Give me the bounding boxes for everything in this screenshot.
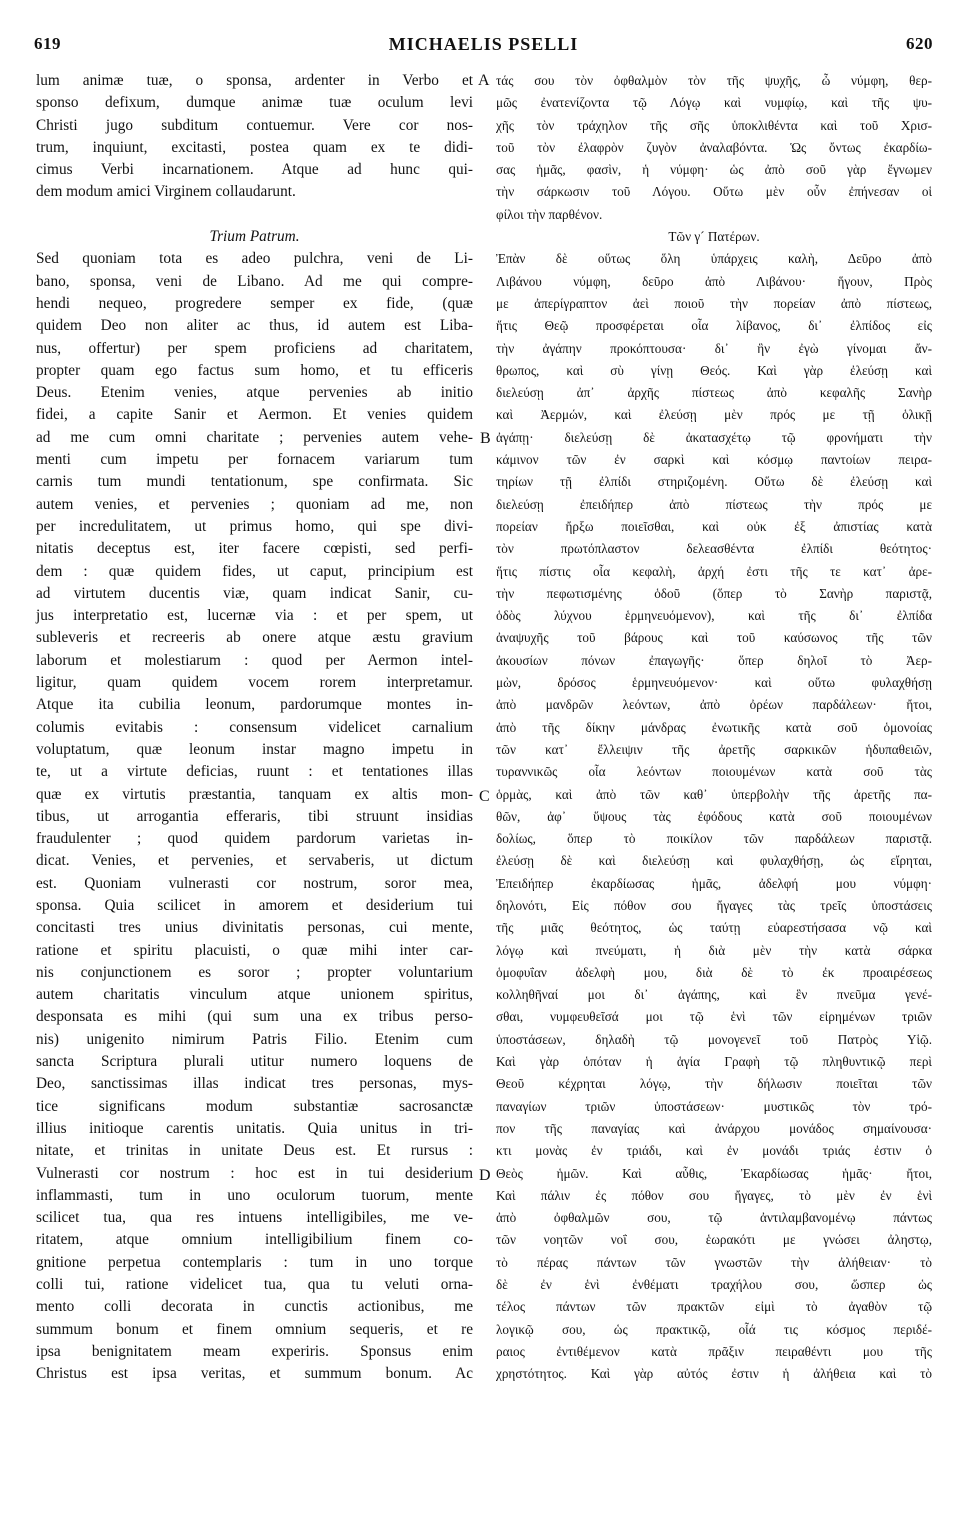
- greek-text-line: κτι μονὰς ἐν τριάδι, καὶ ἐν μονάδι τριάς ἐστιν ὁ: [496, 1143, 932, 1159]
- latin-text-line: fraudulenter ; quod quidem pardorum varietas in-: [36, 830, 473, 848]
- greek-column: [496, 70, 932, 1386]
- greek-text-line: ἀπὸ μανδρῶν λεόντων, ἀπὸ ὀρέων παρδάλεων· ἤτοι,: [496, 697, 932, 713]
- latin-text-line: Deus. Etenim venies, atque pervenies ab initio: [36, 384, 473, 402]
- greek-text-line: τῆς μιᾶς θεότητος, ὡς ταύτῃ εὐαρεστήσασα νῷ καὶ: [496, 920, 932, 936]
- latin-text-line: sponsa. Quia scilicet in amorem et desiderium tui: [36, 896, 473, 914]
- greek-text-line: δολίως, ὅπερ τὸ ποικίλον τῶν παρδάλεων παριστᾷ.: [496, 831, 932, 847]
- greek-text-line: ἀπὸ τῆς δίκην μάνδρας ἐνωτικῆς κατὰ σοῦ ὁμονοίας: [496, 719, 932, 735]
- greek-text-line: Ἐπὰν δὲ οὕτως ὅλη ὑπάρχεις καλὴ, Δεῦρο ἀπὸ: [496, 251, 932, 267]
- greek-text-line: ὁμοφυΐαν ἀδελφὴ μου, διὰ δὲ τὸ ἐκ προαιρέσεως: [496, 964, 932, 980]
- greek-text-line: Θεὸς ἡμῶν. Καὶ αὖθις, Ἐκαρδίωσας ἡμᾶς· ἤτοι,: [496, 1165, 932, 1181]
- greek-text-line: φίλοι τὴν παρθένον.: [496, 206, 603, 222]
- greek-text-line: ὁδὸς λύχνου ἑρμηνευόμενον), καὶ τῆς δι᾿ ἐλπίδα: [496, 608, 932, 624]
- latin-text-line: gnitione perpetua contemplaris : tum in uno torque: [36, 1253, 473, 1271]
- greek-text-line: σας ἡμᾶς, φασὶν, ἡ νύμφη· ὡς ἀπὸ σοῦ γὰρ ἔγνωμεν: [496, 162, 932, 178]
- greek-text-line: θρωπος, καὶ σὺ γίνῃ Θεός. Καὶ γὰρ ἐλεύσῃ καὶ: [496, 362, 932, 378]
- latin-text-line: dicat. Venies, et pervenies, et servaberis, ut dictum: [36, 852, 473, 870]
- greek-text-line: κολληθῆναί μοι δι᾿ ἀγάπης, καὶ ἓν πνεῦμα γενέ-: [496, 987, 932, 1003]
- latin-text-line: mento colli decorata in cunctis actionibus, me: [36, 1298, 473, 1316]
- latin-column: [36, 70, 473, 1386]
- latin-text-line: trum, inquiunt, excitasti, postea quam ex te didi-: [36, 138, 473, 156]
- latin-text-line: fidei, a capite Sanir et Aermon. Et venies quidem: [36, 406, 473, 424]
- greek-text-line: χῆς τὸν τράχηλον τῆς σῆς ὑποκλιθέντα καὶ τοῦ Χρισ-: [496, 117, 932, 133]
- left-page-number: 619: [34, 34, 61, 53]
- latin-text-line: ad virtutem ducentis viæ, quam indicat Sanir, cu-: [36, 584, 473, 602]
- latin-text-line: illius initioque carentis unitatis. Quia unitus in tri-: [36, 1119, 473, 1137]
- greek-text-line: Λιβάνου νύμφη, δεῦρο ἀπὸ Λιβάνου· ἥγουν, Πρὸς: [496, 273, 932, 289]
- latin-text-line: carnis tum mundi tentationum, spe confirmata. Sic: [36, 473, 473, 491]
- latin-text-line: voluptatum, quæ leonum instar magno impetu in: [36, 740, 473, 758]
- latin-text-line: tibus, ut arrogantia efferaris, tibi struunt insidias: [36, 807, 473, 825]
- greek-text-line: λόγῳ καὶ πνεύματι, ἡ διὰ μὲν τὴν κατὰ σάρκα: [496, 942, 932, 958]
- greek-text-line: σθαι, νυμφευθεῖσά μοι τῷ ἑνὶ τῶν εἰρημένων τριῶν: [496, 1009, 932, 1025]
- latin-text-line: autem venies, et pervenies ; quoniam ad me, non: [36, 495, 473, 513]
- greek-text-line: χρηστότητος. Καὶ γὰρ αὐτός ἐστιν ἡ ἀλήθεια καὶ τὸ: [496, 1366, 932, 1382]
- greek-text-line: τὴν σάρκωσιν τοῦ Λόγου. Οὕτω μὲν οὖν ἐπήνεσαν οἱ: [496, 184, 932, 200]
- greek-text-line: ἀγάπῃ· διελεύσῃ δὲ ἀκατασχέτῳ τῷ φρονήματι τὴν: [496, 429, 932, 445]
- latin-text-line: laborum et molestiarum : quod per Aermon intel-: [36, 651, 473, 669]
- greek-text-line: Θεοῦ κέχρηται λόγῳ, τὴν δήλωσιν ποιεῖται τῶν: [496, 1076, 932, 1092]
- latin-text-line: cimus Verbi incarnationem. Atque ad hunc qui-: [36, 161, 473, 179]
- greek-text-line: τέλος πάντων τῶν πρακτῶν εἰμὶ τὸ ἀγαθὸν τῷ: [496, 1299, 932, 1315]
- margin-marker: C: [479, 788, 490, 805]
- greek-text-line: ὑποστάσεων, δηλαδὴ τῷ μονογενεῖ τοῦ Πατρὸς Υἱῷ.: [496, 1031, 932, 1047]
- greek-text-line: με ἀπερίγραπτον ἀεὶ ποιοῦ τὴν πορείαν ἀπὸ πίστεως,: [496, 295, 932, 311]
- latin-text-line: bano, sponsa, veni de Libano. Ad me qui compre-: [36, 272, 473, 290]
- greek-text-line: διελεύσῃ ἐπειδήπερ ἀπὸ πίστεως τὴν πρός με: [496, 496, 932, 512]
- latin-text-line: sponso defixum, dumque animæ tuæ oculum levi: [36, 94, 473, 112]
- greek-text-line: τὴν ἀγάπην προκόπτουσα· δι᾿ ἣν ἐγὼ γίνομαι ἄν-: [496, 340, 932, 356]
- latin-text-line: ad me cum omni charitate ; pervenies autem vehe-: [36, 428, 473, 446]
- latin-text-line: ipsa benignitatem meam experiris. Sponsus enim: [36, 1342, 473, 1360]
- latin-text-line: Christi jugo subditum contuemur. Vere cor nos-: [36, 116, 473, 134]
- margin-marker: B: [480, 430, 491, 447]
- latin-text-line: nitate, et trinitas in unitate Deus est. Et rursus :: [36, 1142, 473, 1160]
- latin-text-line: Sed quoniam tota es adeo pulchra, veni de Li-: [36, 250, 473, 268]
- greek-text-line: τάς σου τὸν ὀφθαλμὸν τὸν τῆς ψυχῆς, ὦ νύμφη, θερ-: [496, 73, 932, 88]
- latin-text-line: scilicet tua, qua res intuens intelligibiles, me ve-: [36, 1209, 473, 1227]
- latin-text-line: ritatem, atque omnium intelligibilium finem co-: [36, 1231, 473, 1249]
- latin-text-line: [36, 204, 473, 226]
- latin-text-line: concitasti tres unius divinitatis personas, cui mente,: [36, 919, 473, 937]
- greek-text-line: ραιος ἐντιθέμενον κατὰ πρᾶξιν πειραθέντι μου τῆς: [496, 1343, 932, 1359]
- latin-text-line: Christus est ipsa veritas, et summum bonum. Ac: [36, 1365, 473, 1383]
- greek-text-line: θῶν, ἀφ᾿ ὕψους τὰς ἐφόδους κατὰ σοῦ ποιουμένων: [496, 808, 932, 824]
- latin-text-line: inflammasti, tum in uno oculorum tuorum, mente: [36, 1186, 473, 1204]
- latin-text-line: per incredulitatem, ut primus homo, qui spe divi-: [36, 517, 473, 535]
- greek-text-line: ἀναψυχῆς τοῦ βάρους καὶ τοῦ καύσωνος τῆς τῶν: [496, 630, 932, 646]
- greek-section-heading: Τῶν γ´ Πατέρων.: [668, 229, 760, 245]
- running-title: MICHAELIS PSELLI: [388, 34, 579, 54]
- greek-text-line: τυραννικῶς οἷα λεόντων ποιουμένων κατὰ σοῦ τὰς: [496, 764, 932, 780]
- latin-text-line: columis evitabis : consensum videlicet carnalium: [36, 718, 473, 736]
- latin-text-line: dem : quæ quidem fides, ut caput, principium est: [36, 562, 473, 580]
- greek-text-line: κάμινον τῶν ἐν σαρκὶ καὶ κόσμῳ παντοίων πειρα-: [496, 452, 932, 468]
- greek-text-line: ἀκουσίων πόνων ἐπαγωγῆς· ὅπερ δηλοῖ τὸ Ἀερ-: [496, 652, 932, 668]
- greek-text-line: τὴν πεφωτισμένης ὁδοῦ (ὅπερ τὸ Σανὴρ παριστᾷ,: [496, 585, 932, 601]
- latin-text-line: Deo, sanctissimas illas indicat tres personas, mys-: [36, 1075, 473, 1093]
- greek-text-line: ἥτις πίστις οἷα κεφαλὴ, ἀρχή ἐστι τῆς τε κατ᾿ ἀρε-: [496, 563, 932, 579]
- greek-text-line: πον τῆς παναγίας καὶ ἀνάρχου μονάδος σημαίνουσα·: [496, 1120, 932, 1136]
- margin-marker: D: [479, 1167, 491, 1184]
- greek-text-line: τῶν νοητῶν νοΐ σου, ἑωρακότι με γνώσει ἀληστῳ,: [496, 1232, 932, 1248]
- latin-text-line: te, ut a virtute deficias, ruunt : et tentationes illas: [36, 763, 473, 781]
- greek-text-line: τοῦ τὸν ἐλαφρὸν ζυγὸν ἀναλαβόντα. Ὡς ὄντως ἐκαρδίω-: [496, 139, 932, 155]
- greek-text-line: καὶ Ἀερμών, καὶ ἐλεύσῃ μὲν πρός με τῇ ὁλικῇ: [496, 407, 932, 423]
- greek-text-line: ἀπὸ ὀφθαλμῶν σου, τῷ ἀντιλαμβανομένῳ πάντως: [496, 1210, 932, 1226]
- latin-text-line: Vulnerasti cor nostrum : hoc est in tui desiderium: [36, 1164, 473, 1182]
- latin-text-line: propter quam ego factus sum homo, et tu efficeris: [36, 361, 473, 379]
- greek-text-line: ἥτις Θεῷ προσφέρεται οἷα λίβανος, δι᾿ ἐλπίδος εἰς: [496, 318, 932, 334]
- greek-text-line: Καὶ πάλιν ἐς πόθον σου ἤγαγες, τὸ μὲν ἐν ἑνὶ: [496, 1187, 932, 1203]
- latin-text-line: ligitur, quam quidem vocem rorem interpretamur.: [36, 674, 473, 692]
- right-page-number: 620: [906, 34, 933, 53]
- latin-text-line: hendi nequeo, progredere semper ex fide, (quæ: [36, 294, 473, 312]
- latin-text-line: quidem Deo non aliter ac thus, id autem est Liba-: [36, 317, 473, 335]
- latin-text-line: nis) unigenito nimirum Patris Filio. Etenim cum: [36, 1030, 473, 1048]
- greek-text-line: τηρίων τῇ ἐλπίδι στηριζομένη. Οὕτω δὲ ἐλεύσῃ καὶ: [496, 474, 932, 490]
- greek-text-line: παναγίων τριῶν ὑποστάσεων· μυστικῶς τὸν τρό-: [496, 1098, 932, 1114]
- greek-text-line: ἐλεύσῃ δὲ καὶ διελεύσῃ καὶ φυλαχθήσῃ, ὡς εἴρηται,: [496, 853, 932, 869]
- greek-text-line: πορείαν ἤρξω ποιεῖσθαι, καὶ οὐκ ἐξ ἀπιστίας κατὰ: [496, 518, 932, 534]
- latin-section-heading: Trium Patrum.: [209, 228, 300, 246]
- latin-text-line: lum animæ tuæ, o sponsa, ardenter in Verbo et: [36, 72, 473, 89]
- greek-text-line: Καὶ γὰρ ὁπόταν ἡ ἁγία Γραφὴ τῷ πληθυντικῷ περὶ: [496, 1054, 932, 1070]
- latin-text-line: menti cum impetu per fornacem variarum tum: [36, 451, 473, 469]
- greek-text-line: τῶν κατ᾿ ἔλλειψιν τῆς ἀρετῆς σαρκικῶν ἡδυπαθειῶν,: [496, 741, 932, 757]
- latin-text-line: quæ ex virtutis præstantia, tanquam ex altis mon-: [36, 785, 473, 803]
- latin-text-line: est. Quoniam vulnerasti cor nostrum, soror mea,: [36, 874, 473, 892]
- latin-text-line: ratione et spiritu placuisti, o quæ mihi inter car-: [36, 941, 473, 959]
- greek-text-line: λογικῷ σου, ὡς πρακτικῷ, οἷά τις κόσμος περιδέ-: [496, 1321, 932, 1337]
- greek-text-line: δηλονότι, Εἰς πόθον σου ἤγαγες τὰς τρεῖς ὑποστάσεις: [496, 897, 932, 913]
- greek-text-line: Ἐπειδήπερ ἐκαρδίωσας ἡμᾶς, ἀδελφή μου νύμφη·: [496, 875, 932, 891]
- greek-text-line: μὼν, δρόσος ἑρμηνευόμενον· καὶ οὕτω φυλαχθήσῃ: [496, 675, 932, 691]
- greek-text-line: διελεύσῃ ἀπ᾿ ἀρχῆς πίστεως ἀπὸ κεφαλῆς Σανὴρ: [496, 385, 932, 401]
- greek-text-line: δὲ ἐν ἑνὶ ἐνθέματι τραχήλου σου, ὥσπερ ὡς: [496, 1277, 932, 1293]
- margin-marker: A: [478, 72, 490, 89]
- greek-text-line: τὸ πέρας πάντων τῶν γνωστῶν τὴν ἀλήθειαν· τὸ: [496, 1254, 932, 1270]
- page-header: [34, 34, 933, 56]
- latin-text-line: dem modum amici Virginem collaudarunt.: [36, 183, 296, 201]
- latin-text-line: jus interpretatio est, lucernæ via : et per spem, ut: [36, 607, 473, 625]
- latin-text-line: desponsata es mihi (qui sum una ex tribus perso-: [36, 1008, 473, 1026]
- latin-text-line: subleveris et recreeris ab onere atque æstu gravium: [36, 629, 473, 647]
- latin-text-line: summum bonum et finem omnium sequeris, et re: [36, 1320, 473, 1338]
- latin-text-line: nitatis deceptus est, iter facere cœpisti, sed perfi-: [36, 540, 473, 558]
- latin-text-line: nus, offertur) per spem proficiens ad charitatem,: [36, 339, 473, 357]
- greek-text-line: ὁρμὰς, καὶ ἀπὸ τῶν καθ᾿ ὑπερβολὴν τῆς ἀρετῆς πα-: [496, 786, 932, 802]
- latin-text-line: sancta Scriptura plurali utitur numero loquens de: [36, 1053, 473, 1071]
- latin-text-line: Atque ita cubilia leonum, pardorumque montes in-: [36, 696, 473, 714]
- latin-text-line: nis conjunctionem es soror ; propter voluntarium: [36, 963, 473, 981]
- latin-text-line: tice significans modum substantiæ sacrosanctæ: [36, 1097, 473, 1115]
- latin-text-line: colli tui, ratione videlicet tua, qua tu veluti orna-: [36, 1276, 473, 1294]
- latin-text-line: autem charitatis vinculum atque unionem spiritus,: [36, 986, 473, 1004]
- greek-text-line: μῶς ἐνατενίζοντα τῷ Λόγῳ καὶ νυμφίῳ, καὶ τῆς ψυ-: [496, 95, 932, 111]
- greek-text-line: τὸν πρωτόπλαστον δελεασθέντα ἐλπίδι θεότητος·: [496, 541, 932, 557]
